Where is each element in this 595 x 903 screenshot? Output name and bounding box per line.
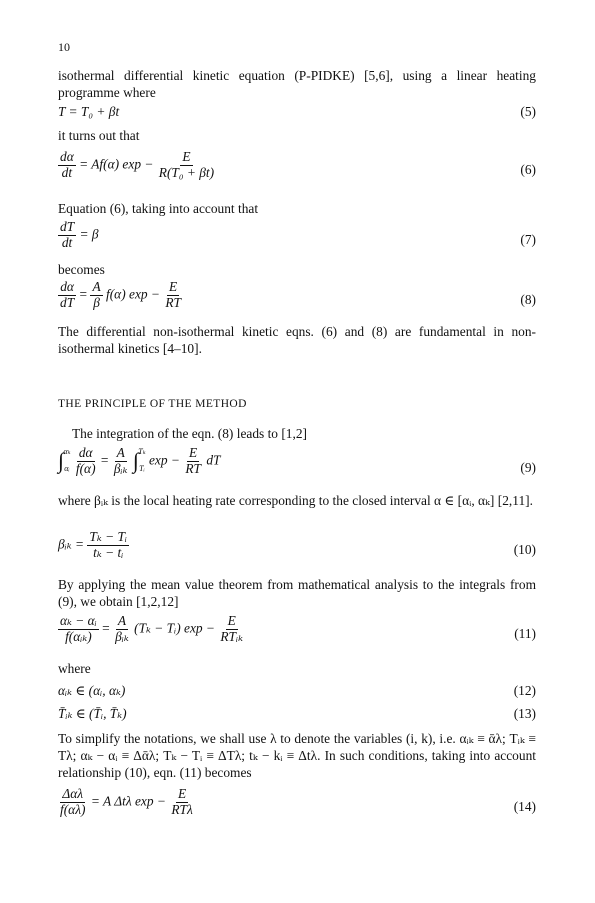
- eq13-expr: T̄ᵢₖ ∈ (T̄ᵢ, T̄ₖ): [58, 706, 127, 721]
- eq8-lhs-den: dT: [60, 294, 75, 310]
- paragraph-1: isothermal differential kinetic equation (P-PIDKE) [5,6], using a linear heating programme where: [58, 68, 536, 100]
- equation-14-number: (14): [513, 799, 536, 814]
- eq6-rhs-den: R(T₀ + βt): [158, 164, 215, 180]
- eq6-middle: = Af(α) exp −: [79, 156, 154, 172]
- eq9-rhs: [183, 446, 203, 476]
- equation-10: [58, 530, 536, 572]
- eq6-lhs: [58, 150, 76, 180]
- equation-14: [58, 787, 536, 829]
- eq10-rhs: [87, 530, 129, 560]
- page: [58, 0, 538, 903]
- eq6-rhs-num: E: [182, 149, 191, 164]
- eq14-rhs-num: E: [177, 786, 187, 801]
- section-heading: THE PRINCIPLE OF THE METHOD: [58, 398, 247, 410]
- eq7-lhs-num: dT: [60, 219, 75, 234]
- eq9-int1-limits: [63, 448, 70, 474]
- eq11-coef-den: βᵢₖ: [115, 628, 129, 644]
- eq9-integrand: [74, 446, 98, 476]
- eq8-lhs-num: dα: [60, 279, 74, 294]
- eq7-lhs-den: dt: [61, 234, 73, 250]
- page-number: 10: [58, 40, 70, 54]
- equation-5-expr: T = T₀ + βt: [58, 104, 120, 119]
- eq10-lhs: βᵢₖ =: [58, 536, 85, 552]
- eq7-rhs: = β: [79, 226, 99, 242]
- eq11-equals: =: [102, 620, 110, 636]
- eq8-equals: =: [79, 286, 88, 302]
- equation-8-number: (8): [520, 292, 536, 307]
- paragraph-8: By applying the mean value theorem from mathematical analysis to the integrals from (9), we obtain [1,2,12]: [58, 577, 536, 609]
- equation-11: [58, 614, 536, 656]
- eq14-rhs: [169, 787, 194, 817]
- eq10-rhs-num: Tₖ − Tᵢ: [89, 529, 128, 544]
- equation-10-number: (10): [513, 542, 536, 557]
- equation-6: [58, 150, 536, 192]
- paragraph-10: To simplify the notations, we shall use λ to denote the variables (i, k), i.e. αᵢₖ ≡ ᾱλ; Tᵢₖ ≡ Tλ; αₖ − αᵢ ≡ Δᾱλ; Tₖ − Tᵢ ≡ ΔTλ; tₖ − kᵢ ≡ Δtλ. In such conditions, taking into account relationship (10), eqn. (11) becomes: [58, 731, 536, 780]
- eq9-coef: [112, 446, 130, 476]
- eq8-coef: [90, 280, 102, 310]
- equation-6-number: (6): [520, 162, 536, 177]
- eq11-middle: (Tₖ − Tᵢ) exp −: [134, 620, 215, 636]
- eq8-coef-num: A: [92, 279, 101, 294]
- equation-7-number: (7): [520, 232, 536, 247]
- eq14-rhs-den: RTλ: [171, 801, 193, 817]
- equation-11-number: (11): [514, 626, 536, 641]
- equation-12: [58, 683, 536, 703]
- eq11-coef: [113, 614, 131, 644]
- eq12-expr: αᵢₖ ∈ (αᵢ, αₖ): [58, 683, 126, 698]
- eq9-rhs-den: RT: [185, 460, 201, 476]
- eq8-rhs-den: RT: [165, 294, 181, 310]
- eq9-integrand-den: f(α): [75, 460, 96, 476]
- equation-8: [58, 280, 536, 320]
- eq8-rhs-num: E: [169, 279, 178, 294]
- eq9-integral-2: ∫: [132, 448, 139, 474]
- paragraph-2: it turns out that: [58, 128, 140, 143]
- eq11-lhs-den: f(αᵢₖ): [65, 628, 92, 644]
- eq14-lhs: [58, 787, 87, 817]
- eq9-coef-num: A: [116, 445, 125, 460]
- eq9-middle: exp −: [148, 452, 180, 468]
- equation-13: [58, 706, 536, 726]
- paragraph-7: where βᵢₖ is the local heating rate corresponding to the closed interval α ∈ [αᵢ, αₖ] [2,11].: [58, 493, 533, 508]
- eq9-int1-upper: αₖ: [63, 447, 71, 457]
- eq9-int2-limits: [138, 448, 145, 474]
- eq6-lhs-num: dα: [60, 149, 74, 164]
- eq6-rhs: [157, 150, 216, 180]
- equation-7: [58, 220, 536, 260]
- eq14-middle: = A Δtλ exp −: [90, 793, 166, 809]
- eq11-coef-num: A: [117, 613, 126, 628]
- eq9-tail: dT: [206, 452, 221, 468]
- eq14-lhs-num: Δαλ: [62, 786, 84, 801]
- equation-9: [58, 446, 536, 490]
- eq9-integral-1: ∫: [58, 448, 65, 474]
- eq9-coef-den: βᵢₖ: [113, 460, 128, 476]
- paragraph-3: Equation (6), taking into account that: [58, 201, 259, 216]
- paragraph-5: The differential non-isothermal kinetic eqns. (6) and (8) are fundamental in non-isothermal kinetics [4–10].: [58, 324, 536, 356]
- eq9-integrand-num: dα: [78, 445, 93, 460]
- paragraph-9: where: [58, 661, 91, 676]
- equation-12-number: (12): [513, 683, 536, 698]
- eq11-rhs-num: E: [227, 613, 236, 628]
- eq8-lhs: [58, 280, 76, 310]
- eq7-lhs: [58, 220, 76, 250]
- equation-5-number: (5): [520, 104, 536, 119]
- eq6-lhs-den: dt: [61, 164, 73, 180]
- eq8-coef-den: β: [93, 294, 100, 310]
- eq11-lhs: [58, 614, 99, 644]
- eq11-lhs-num: αₖ − αᵢ: [60, 613, 97, 628]
- eq9-rhs-num: E: [189, 445, 198, 460]
- eq9-int1-lower: αᵢ: [64, 464, 70, 474]
- eq11-rhs: [218, 614, 245, 644]
- eq9-int2-upper: Tₖ: [138, 447, 146, 457]
- eq11-rhs-den: RTᵢₖ: [220, 628, 243, 644]
- eq9-equals: =: [100, 452, 109, 468]
- equation-9-number: (9): [520, 460, 536, 475]
- eq14-lhs-den: f(αλ): [60, 801, 86, 817]
- eq8-middle: f(α) exp −: [105, 286, 160, 302]
- eq9-int2-lower: Tᵢ: [139, 464, 145, 474]
- equation-13-number: (13): [513, 706, 536, 721]
- paragraph-6: The integration of the eqn. (8) leads to [1,2]: [72, 426, 308, 441]
- eq8-rhs: [163, 280, 183, 310]
- paragraph-4: becomes: [58, 262, 105, 277]
- eq10-rhs-den: tₖ − tᵢ: [93, 544, 124, 560]
